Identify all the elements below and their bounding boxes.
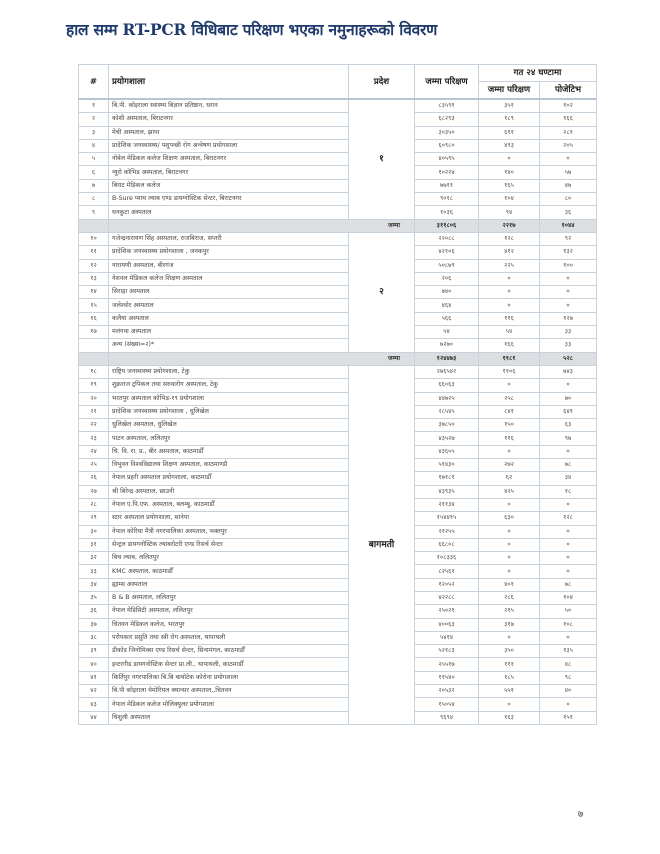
header-total-tests: जम्मा परिक्षण [415, 65, 479, 100]
row-serial: २५ [79, 459, 109, 472]
row-last24-positive: ४० [540, 685, 597, 698]
subtotal-last24-positive: १०४४ [540, 219, 597, 232]
row-total-tests: ५१४३० [415, 459, 479, 472]
row-last24-tests: ० [479, 525, 540, 538]
row-total-tests: ४२१०६ [415, 246, 479, 259]
row-serial: १४ [79, 286, 109, 299]
row-lab-name: त्रिभुवन विश्वविद्यालय शिक्षण अस्पताल, काठमाण्डौ [109, 459, 349, 472]
row-last24-tests: ० [479, 299, 540, 312]
row-lab-name: धुलिखेल अस्पताल, धुलिखेल [109, 419, 349, 432]
row-total-tests: ७४० [415, 286, 479, 299]
row-last24-positive: १८ [540, 485, 597, 498]
table-row [79, 232, 597, 245]
table-row [79, 552, 597, 565]
row-lab-name: स्टार अस्पताल प्रयोगशाला, सानेपा [109, 512, 349, 525]
row-province: २ [349, 232, 415, 352]
row-lab-name: नेपाल प्रहरी अस्पताल प्रयोगशाला, काठमाडौँ [109, 472, 349, 485]
row-total-tests: १५०५४ [415, 698, 479, 711]
header-last24: गत २४ घण्टामा [479, 65, 597, 82]
row-last24-tests: ९४ [479, 206, 540, 219]
row-last24-positive: ४८ [540, 658, 597, 671]
header-last24-positive: पोजेटिभ [540, 82, 597, 100]
row-total-tests: ५४१४ [415, 631, 479, 644]
row-serial: ५ [79, 153, 109, 166]
table-row [79, 153, 597, 166]
subtotal-total-tests: ३११८०६ [415, 219, 479, 232]
row-serial: ३७ [79, 618, 109, 631]
row-total-tests: ५४ [415, 326, 479, 339]
row-serial: ३८ [79, 631, 109, 644]
table-row [79, 525, 597, 538]
row-lab-name: डीकोड जिनोमिक्स एण्ड रिसर्च सेन्टर, सिनामंगल, काठमाडौँ [109, 645, 349, 658]
row-last24-tests: ५५१ [479, 685, 540, 698]
row-total-tests: २०६ [415, 272, 479, 285]
table-row [79, 658, 597, 671]
row-last24-positive: ० [540, 272, 597, 285]
row-serial: ११ [79, 246, 109, 259]
row-serial: ४१ [79, 671, 109, 684]
row-lab-name: धनकुटा अस्पताल [109, 206, 349, 219]
row-total-tests: ४००६३ [415, 618, 479, 631]
row-serial: १९ [79, 379, 109, 392]
row-lab-name: बि.पी कोइराला मेमोरियल क्यान्सर अस्पताल,,चितवन [109, 685, 349, 698]
row-last24-positive: ३६ [540, 206, 597, 219]
row-last24-tests: ४०१ [479, 578, 540, 591]
row-total-tests: १०३६ [415, 206, 479, 219]
row-total-tests: २८५४५ [415, 405, 479, 418]
row-province: १ [349, 99, 415, 219]
header-last24-tests: जम्मा परिक्षण [479, 82, 540, 100]
row-total-tests: ४३५२७ [415, 432, 479, 445]
row-total-tests: ३७८५० [415, 419, 479, 432]
row-serial: ४३ [79, 698, 109, 711]
subtotal-label: जम्मा [109, 219, 415, 232]
row-lab-name: नेपाल कोरिया मैत्री नगरपालिका अस्पताल, भक्तपुर [109, 525, 349, 538]
row-last24-tests: ० [479, 286, 540, 299]
row-last24-positive: १०४ [540, 591, 597, 604]
table-row [79, 166, 597, 179]
row-serial: ३ [79, 126, 109, 139]
row-last24-tests: ११०६ [479, 365, 540, 378]
row-last24-positive: ९८ [540, 671, 597, 684]
row-lab-name: सिराहा अस्पताल [109, 286, 349, 299]
row-last24-tests: १११ [479, 658, 540, 671]
row-last24-tests: २५८ [479, 392, 540, 405]
row-serial: ३६ [79, 605, 109, 618]
table-row [79, 538, 597, 551]
page-number: ७ [578, 809, 584, 820]
table-row [79, 565, 597, 578]
row-last24-tests: ० [479, 631, 540, 644]
row-last24-tests: २७२ [479, 459, 540, 472]
row-lab-name: मलंगवा अस्पताल [109, 326, 349, 339]
row-last24-tests: १५० [479, 419, 540, 432]
table-row [79, 312, 597, 325]
row-last24-tests: १८५ [479, 671, 540, 684]
row-last24-positive: १३५ [540, 645, 597, 658]
row-lab-name: श्री बिरेन्द्र अस्पताल, छाउनी [109, 485, 349, 498]
row-last24-tests: ० [479, 445, 540, 458]
row-last24-positive: ३३ [540, 326, 597, 339]
row-total-tests: ६६०६३ [415, 379, 479, 392]
row-lab-name: सेन्ट्रल डायगनोस्टिक ल्याबरोटरी एण्ड रिसर्च सेन्टर [109, 538, 349, 551]
row-serial: ६ [79, 166, 109, 179]
row-serial: ३५ [79, 591, 109, 604]
row-total-tests: ५०८७९ [415, 259, 479, 272]
row-last24-tests: ३५१ [479, 99, 540, 113]
row-lab-name: गजेन्द्रनारायण सिंह अस्पताल, राजबिराज, सप्तरी [109, 232, 349, 245]
table-row [79, 512, 597, 525]
table-row [79, 339, 597, 352]
row-lab-name: प्रादेशिक जनस्वास्थ्य प्रयोगशाला , जनकपुर [109, 246, 349, 259]
row-last24-positive: १५१ [540, 711, 597, 724]
row-last24-positive: ८० [540, 193, 597, 206]
row-last24-tests: ३१७ [479, 618, 540, 631]
table-row [79, 193, 597, 206]
row-lab-name: प्रादेशिक जनस्वास्थ्य/ पशुपन्छी रोग अन्वेषण प्रयोगशाला [109, 139, 349, 152]
subtotal-row [79, 352, 597, 365]
row-total-tests: ४०५९५ [415, 153, 479, 166]
row-total-tests: ६८२९३ [415, 113, 479, 126]
row-serial: ४० [79, 658, 109, 671]
row-last24-tests: ० [479, 153, 540, 166]
row-lab-name: परोपकार प्रसुति तथा स्त्री रोग अस्पताल, थापाथली [109, 631, 349, 644]
row-last24-positive: ५७ [540, 166, 597, 179]
table-row [79, 618, 597, 631]
row-last24-tests: ५४ [479, 326, 540, 339]
row-last24-tests: १२८ [479, 232, 540, 245]
row-serial: १८ [79, 365, 109, 378]
row-serial: १६ [79, 312, 109, 325]
row-serial: ७ [79, 179, 109, 192]
row-last24-positive: ० [540, 379, 597, 392]
row-serial: ४ [79, 139, 109, 152]
row-last24-tests: ४१२ [479, 246, 540, 259]
row-lab-name: प्रादेशिक जनस्वास्थ्य प्रयोगशाला , धुलिखेल [109, 405, 349, 418]
subtotal-blank [79, 352, 109, 365]
header-row [79, 65, 597, 82]
row-serial: ४२ [79, 685, 109, 698]
row-total-tests: ८२५६१ [415, 565, 479, 578]
row-lab-name: कोशी अस्पताल, बिराटनगर [109, 113, 349, 126]
row-total-tests: २०५३२ [415, 685, 479, 698]
row-serial: २७ [79, 485, 109, 498]
row-lab-name: इन्टरगीड डायगनोस्टिक सेन्टर प्रा.ली., थापाथली, काठमाडौँ [109, 658, 349, 671]
row-last24-positive: ४७ [540, 179, 597, 192]
table-row [79, 459, 597, 472]
row-last24-positive: १२८ [540, 512, 597, 525]
row-total-tests: ४३६०५ [415, 445, 479, 458]
row-total-tests: २२०८८ [415, 232, 479, 245]
row-last24-tests: १६३ [479, 711, 540, 724]
row-last24-positive: ७८ [540, 459, 597, 472]
row-lab-name: अन्य (संख्या=२)* [109, 339, 349, 352]
row-serial: ९ [79, 206, 109, 219]
row-total-tests: १०८३३६ [415, 552, 479, 565]
table-row [79, 365, 597, 378]
row-lab-name: चिशुली अस्पताल [109, 711, 349, 724]
table-row [79, 419, 597, 432]
row-serial: १५ [79, 299, 109, 312]
header-province: प्रदेश [349, 65, 415, 100]
table-row [79, 126, 597, 139]
table-row [79, 432, 597, 445]
row-lab-name: चि. वि. रा. प्र., बीर अस्पताल, काठमाडौँ [109, 445, 349, 458]
row-last24-tests: २१५ [479, 605, 540, 618]
row-last24-positive: ९७ [540, 432, 597, 445]
table-row [79, 179, 597, 192]
table-row [79, 631, 597, 644]
row-last24-tests: ४२५ [479, 485, 540, 498]
table-row [79, 299, 597, 312]
row-lab-name: बि.पी. कोइराला स्वास्थ्य बिज्ञान प्रतिष्ठान, धरान [109, 99, 349, 113]
table-row [79, 711, 597, 724]
row-lab-name: राष्ट्रिय जनस्वास्थ्य प्रयोगशाला, टेकु [109, 365, 349, 378]
row-lab-name: B-Sure प्याथ ल्याब एण्ड डायग्नोस्टिक सेन्टर, बिराटनगर [109, 193, 349, 206]
row-total-tests: ७२७० [415, 339, 479, 352]
table-row [79, 379, 597, 392]
row-last24-positive: १०० [540, 259, 597, 272]
row-serial: २१ [79, 405, 109, 418]
row-last24-positive: ७० [540, 392, 597, 405]
row-last24-tests: ३५० [479, 645, 540, 658]
row-serial: ३२ [79, 552, 109, 565]
row-serial: २६ [79, 472, 109, 485]
row-last24-tests: १८९ [479, 113, 540, 126]
row-last24-positive: ० [540, 698, 597, 711]
row-lab-name: न्युरो कोभिड अस्पताल, बिराटनगर [109, 166, 349, 179]
table-row [79, 671, 597, 684]
row-serial: ३१ [79, 538, 109, 551]
row-last24-positive: १२७ [540, 312, 597, 325]
row-lab-name: शुक्रराज ट्रपिकल तथा सरुवारोग अस्पताल, टेकु [109, 379, 349, 392]
row-total-tests: ४४७२५ [415, 392, 479, 405]
row-lab-name: ह्याम्स अस्पताल [109, 578, 349, 591]
row-serial: १३ [79, 272, 109, 285]
row-last24-tests: ६११ [479, 126, 540, 139]
subtotal-blank [79, 219, 109, 232]
row-last24-positive: ० [540, 445, 597, 458]
table-row [79, 485, 597, 498]
table-row [79, 498, 597, 511]
row-serial: ४४ [79, 711, 109, 724]
row-last24-tests: २८६ [479, 591, 540, 604]
row-lab-name: चितवन मेडिकल कलेज, भरतपुर [109, 618, 349, 631]
row-serial: २४ [79, 445, 109, 458]
row-total-tests: ८३५९१ [415, 99, 479, 113]
row-serial [79, 339, 109, 352]
table-row [79, 259, 597, 272]
row-lab-name: बिराट मेडिकल कलेज [109, 179, 349, 192]
row-total-tests: २५५१७ [415, 658, 479, 671]
row-lab-name: नेपाल मेडिसिटी अस्पताल, ललितपुर [109, 605, 349, 618]
row-total-tests: ९६९४ [415, 711, 479, 724]
row-last24-tests: ० [479, 698, 540, 711]
row-lab-name: किर्तिपुर नगरपालिका बि.बि बायोटेक कोरोना प्रयोगशाला [109, 671, 349, 684]
row-last24-positive: २०५ [540, 139, 597, 152]
row-last24-positive: ० [540, 538, 597, 551]
row-total-tests: १७१८१ [415, 472, 479, 485]
row-last24-tests: १६६ [479, 339, 540, 352]
row-last24-positive: ३४ [540, 472, 597, 485]
row-total-tests: ५२१८३ [415, 645, 479, 658]
row-lab-name: भरतपुर अस्पताल कोभिड-१९ प्रयोगशाला [109, 392, 349, 405]
row-total-tests: २११३४ [415, 498, 479, 511]
table-row [79, 698, 597, 711]
row-last24-positive: २८१ [540, 126, 597, 139]
table-row [79, 206, 597, 219]
row-last24-positive: ५० [540, 605, 597, 618]
table-row [79, 591, 597, 604]
subtotal-last24-positive: ५२८ [540, 352, 597, 365]
row-last24-positive: १०२ [540, 99, 597, 113]
row-last24-tests: २२५ [479, 259, 540, 272]
row-serial: २९ [79, 512, 109, 525]
row-last24-tests: ० [479, 538, 540, 551]
row-serial: २२ [79, 419, 109, 432]
row-last24-positive: ६३ [540, 419, 597, 432]
row-last24-positive: १३२ [540, 246, 597, 259]
table-row [79, 326, 597, 339]
row-lab-name: नेपाल ए.पि.एफ. अस्पताल, बलम्बु, काठमाडौँ [109, 498, 349, 511]
row-serial: २८ [79, 498, 109, 511]
row-lab-name: बिच ल्याब, ललितपुर [109, 552, 349, 565]
row-total-tests: १२०५२ [415, 578, 479, 591]
row-last24-tests: ६२ [479, 472, 540, 485]
row-serial: १० [79, 232, 109, 245]
table-row [79, 605, 597, 618]
row-last24-positive: १०८ [540, 618, 597, 631]
row-last24-tests: ० [479, 379, 540, 392]
row-lab-name: कलैया अस्पताल [109, 312, 349, 325]
row-last24-tests: ६३० [479, 512, 540, 525]
row-total-tests: २७६५४२ [415, 365, 479, 378]
row-lab-name: नोबेल मेडिकल कलेज शिक्षण अस्पताल, बिराटनगर [109, 153, 349, 166]
row-last24-tests: १६५ [479, 179, 540, 192]
table-row [79, 472, 597, 485]
row-last24-positive: ० [540, 525, 597, 538]
row-total-tests: ४२२८८ [415, 591, 479, 604]
row-province: बागमती [349, 365, 415, 724]
row-serial: २ [79, 113, 109, 126]
table-row [79, 99, 597, 113]
row-total-tests: ४३९३५ [415, 485, 479, 498]
row-serial: २० [79, 392, 109, 405]
row-total-tests: ४६४ [415, 299, 479, 312]
table-row [79, 445, 597, 458]
header-lab: प्रयोगशाला [109, 65, 349, 100]
row-total-tests: २५०२१ [415, 605, 479, 618]
row-last24-tests: १४० [479, 166, 540, 179]
row-lab-name: नारायणी अस्पताल, बीरगंज [109, 259, 349, 272]
row-total-tests: ७७११ [415, 179, 479, 192]
table-row [79, 578, 597, 591]
subtotal-label: जम्मा [109, 352, 415, 365]
row-total-tests: १०२२४ [415, 166, 479, 179]
row-last24-tests: ११६ [479, 432, 540, 445]
row-lab-name: B & B अस्पताल, ललितपुर [109, 591, 349, 604]
row-last24-tests: ११६ [479, 312, 540, 325]
row-last24-tests: ४९३ [479, 139, 540, 152]
subtotal-last24-tests: ११८१ [479, 352, 540, 365]
row-last24-positive: ० [540, 153, 597, 166]
row-last24-positive: ९२ [540, 232, 597, 245]
row-serial: ३४ [79, 578, 109, 591]
row-lab-name: नेपाल मेडिकल कलेज मोलिक्युलर प्रयोगशाला [109, 698, 349, 711]
subtotal-last24-tests: २२१७ [479, 219, 540, 232]
row-lab-name: नेशनल मेडिकल कलेज शिक्षण अस्पताल [109, 272, 349, 285]
table-row [79, 392, 597, 405]
table-row [79, 272, 597, 285]
table-row [79, 645, 597, 658]
row-last24-positive: ० [540, 498, 597, 511]
table-body [79, 99, 597, 724]
rt-pcr-table [78, 64, 597, 725]
row-total-tests: ३०३५० [415, 126, 479, 139]
table-row [79, 246, 597, 259]
table-row [79, 405, 597, 418]
page-title: हाल सम्म RT-PCR विधिबाट परिक्षण भएका नमुनाहरूको विवरण [66, 20, 438, 39]
row-total-tests: ६६८०८ [415, 538, 479, 551]
row-last24-tests: ० [479, 498, 540, 511]
row-serial: ३० [79, 525, 109, 538]
row-last24-tests: ० [479, 565, 540, 578]
row-last24-positive: ० [540, 299, 597, 312]
row-last24-positive: ० [540, 565, 597, 578]
subtotal-total-tests: १२४४७३ [415, 352, 479, 365]
row-lab-name: मेची अस्पताल, झापा [109, 126, 349, 139]
row-lab-name: पाटन अस्पताल, ललितपुर [109, 432, 349, 445]
row-serial: ८ [79, 193, 109, 206]
row-total-tests: १५४४१५ [415, 512, 479, 525]
row-last24-positive: ० [540, 631, 597, 644]
subtotal-row [79, 219, 597, 232]
row-last24-positive: १६६ [540, 113, 597, 126]
table-row [79, 139, 597, 152]
row-last24-positive: ७४३ [540, 365, 597, 378]
row-serial: १ [79, 99, 109, 113]
row-last24-positive: ३३ [540, 339, 597, 352]
row-serial: ३९ [79, 645, 109, 658]
header-sn: # [79, 65, 109, 100]
row-last24-tests: १०४ [479, 193, 540, 206]
row-total-tests: २१२५५ [415, 525, 479, 538]
row-serial: १२ [79, 259, 109, 272]
table-row [79, 113, 597, 126]
row-last24-positive: ७८ [540, 578, 597, 591]
row-total-tests: ९०१८ [415, 193, 479, 206]
table-row [79, 685, 597, 698]
row-last24-tests: ० [479, 552, 540, 565]
row-last24-tests: ८४१ [479, 405, 540, 418]
row-last24-tests: ० [479, 272, 540, 285]
row-serial: १७ [79, 326, 109, 339]
row-total-tests: ६०९८० [415, 139, 479, 152]
row-last24-positive: ६४१ [540, 405, 597, 418]
row-lab-name: जलेश्वोर अस्पताल [109, 299, 349, 312]
row-last24-positive: ० [540, 286, 597, 299]
row-serial: ३३ [79, 565, 109, 578]
row-last24-positive: ० [540, 552, 597, 565]
row-serial: २३ [79, 432, 109, 445]
row-lab-name: KMC अस्पताल, काठमाडौँ [109, 565, 349, 578]
row-total-tests: ५६६ [415, 312, 479, 325]
row-total-tests: ११५४० [415, 671, 479, 684]
table-row [79, 286, 597, 299]
